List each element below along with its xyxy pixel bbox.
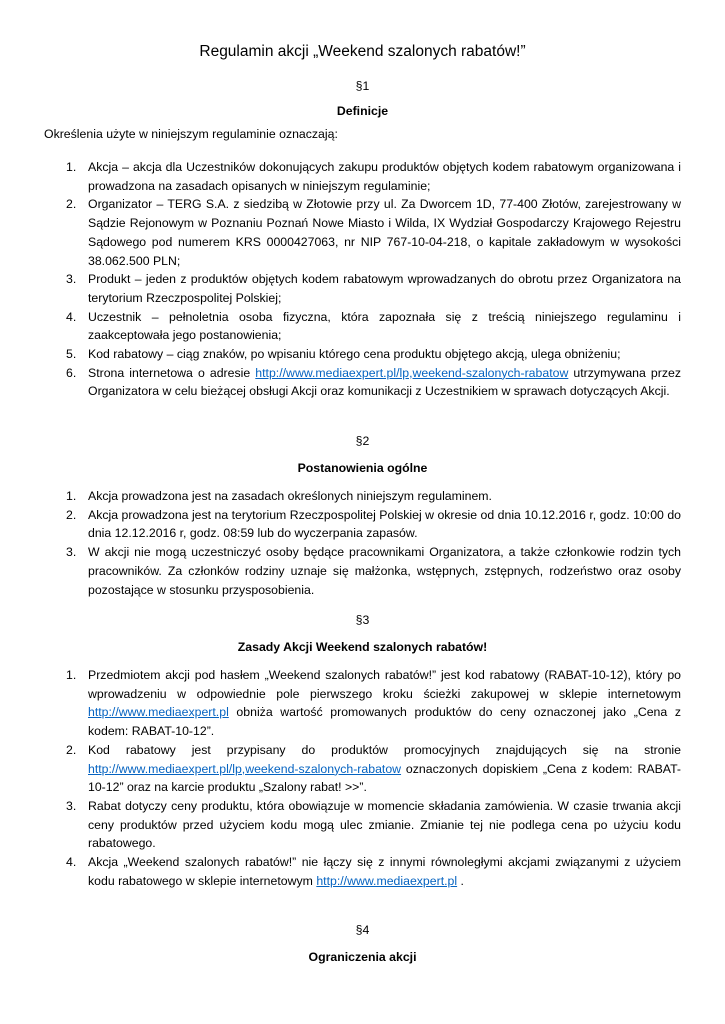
section-1-number: §1 bbox=[355, 79, 370, 93]
section-3-list bbox=[0, 666, 725, 890]
mediaexpert-link[interactable]: http://www.mediaexpert.pl bbox=[88, 705, 229, 720]
mediaexpert-promo-link[interactable]: http://www.mediaexpert.pl/lp,weekend-szalonych-rabatow bbox=[88, 761, 402, 776]
list-item: 6. Strona internetowa o adresie http://www.mediaexpert.pl/lp,weekend-szalonych-rabatow utrzymywana przez Organizatora w celu bieżącej obsługi Akcji oraz komunikacji z Uczestnikiem w sprawach dotyczących Akcji. bbox=[66, 365, 682, 399]
section-2-heading: Postanowienia ogólne bbox=[297, 461, 428, 475]
section-1-heading: Definicje bbox=[336, 104, 389, 118]
list-item: 3. Rabat dotyczy ceny produktu, która obowiązuje w momencie składania zamówienia. W czasie trwania akcji ceny produktów przed użyciem kodu mogą ulec zmianie. Zmianie tej nie podlega cena po użyciu kodu rabatowego. bbox=[66, 798, 681, 851]
list-item: 2. Akcja prowadzona jest na terytorium Rzeczpospolitej Polskiej w okresie od dnia 10.12.2016 r, godz. 10:00 do dnia 12.12.2016 r, godz. 08:59 lub do wyczerpania zapasów. bbox=[66, 507, 681, 541]
document-title: Regulamin akcji „Weekend szalonych rabatów!” bbox=[199, 43, 526, 60]
list-item: 4. Akcja „Weekend szalonych rabatów!” nie łączy się z innymi równoległymi akcjami związanymi z użyciem kodu rabatowego w sklepie internetowym http://www.mediaexpert.pl . bbox=[66, 855, 681, 888]
section-1-list bbox=[0, 158, 725, 401]
list-item: 2. Kod rabatowy jest przypisany do produktów promocyjnych znajdujących się na stronie http://www.mediaexpert.pl/lp,weekend-szalonych-rabatow oznaczonych dopiskiem „Cena z kodem: RABAT-10-12” oraz na karcie produktu „Szalony rabat! >>”. bbox=[66, 742, 681, 795]
list-item: 1. Akcja – akcja dla Uczestników dokonujących zakupu produktów objętych kodem rabatowym organizowana i prowadzona na zasadach opisanych w niniejszym regulaminie; bbox=[66, 160, 681, 193]
section-1-intro: Określenia użyte w niniejszym regulaminie oznaczają: bbox=[44, 127, 338, 141]
list-item: 2. Organizator – TERG S.A. z siedzibą w Złotowie przy ul. Za Dworcem 1D, 77-400 Złotów, zarejestrowany w Sądzie Rejonowym w Poznaniu Poznań Nowe Miasto i Wilda, IX Wydział Gospodarczy Krajowego Rejestru Sądowego pod numerem KRS 0000427063, nr NIP 767-10-04-218, o kapitale zakładowym w wysokości 38.062.500 PLN; bbox=[66, 197, 681, 268]
mediaexpert-link[interactable]: http://www.mediaexpert.pl bbox=[316, 873, 458, 888]
section-4-number: §4 bbox=[355, 923, 370, 937]
list-item: 5. Kod rabatowy – ciąg znaków, po wpisaniu którego cena produktu objętego akcją, ulega obniżeniu; bbox=[66, 347, 621, 362]
list-item: 3. Produkt – jeden z produktów objętych kodem rabatowym wprowadzanych do obrotu przez Organizatora na terytorium Rzeczpospolitej Polskiej; bbox=[66, 272, 681, 305]
section-4-heading: Ograniczenia akcji bbox=[308, 950, 417, 964]
list-item: 4. Uczestnik – pełnoletnia osoba fizyczna, która zapoznała się z treścią niniejszego regulaminu i zaakceptowała jego postanowienia; bbox=[66, 309, 681, 343]
section-2-list bbox=[0, 487, 725, 599]
section-3-number: §3 bbox=[355, 613, 370, 627]
list-item: 3. W akcji nie mogą uczestniczyć osoby będące pracownikami Organizatora, a także członkowie rodzin tych pracowników. Za członków rodziny uznaje się małżonka, wstępnych, zstępnych, rodzeństwo oraz osoby pozostające w stosunku przysposobienia. bbox=[66, 545, 681, 597]
mediaexpert-promo-link[interactable]: http://www.mediaexpert.pl/lp,weekend-szalonych-rabatow bbox=[255, 365, 569, 380]
section-3-heading: Zasady Akcji Weekend szalonych rabatów! bbox=[237, 640, 488, 654]
list-item: 1. Przedmiotem akcji pod hasłem „Weekend szalonych rabatów!” jest kod rabatowy (RABAT-10-12), który po wprowadzeniu w odpowiednie pole pierwszego kroku ścieżki zakupowej w sklepie internetowym http://www.mediaexpert.pl obniża wartość promowanych produktów do ceny oznaczonej jako „Cena z kodem: RABAT-10-12”. bbox=[66, 668, 681, 739]
list-item: 1. Akcja prowadzona jest na zasadach określonych niniejszym regulaminem. bbox=[66, 489, 492, 503]
section-2-number: §2 bbox=[355, 434, 370, 448]
